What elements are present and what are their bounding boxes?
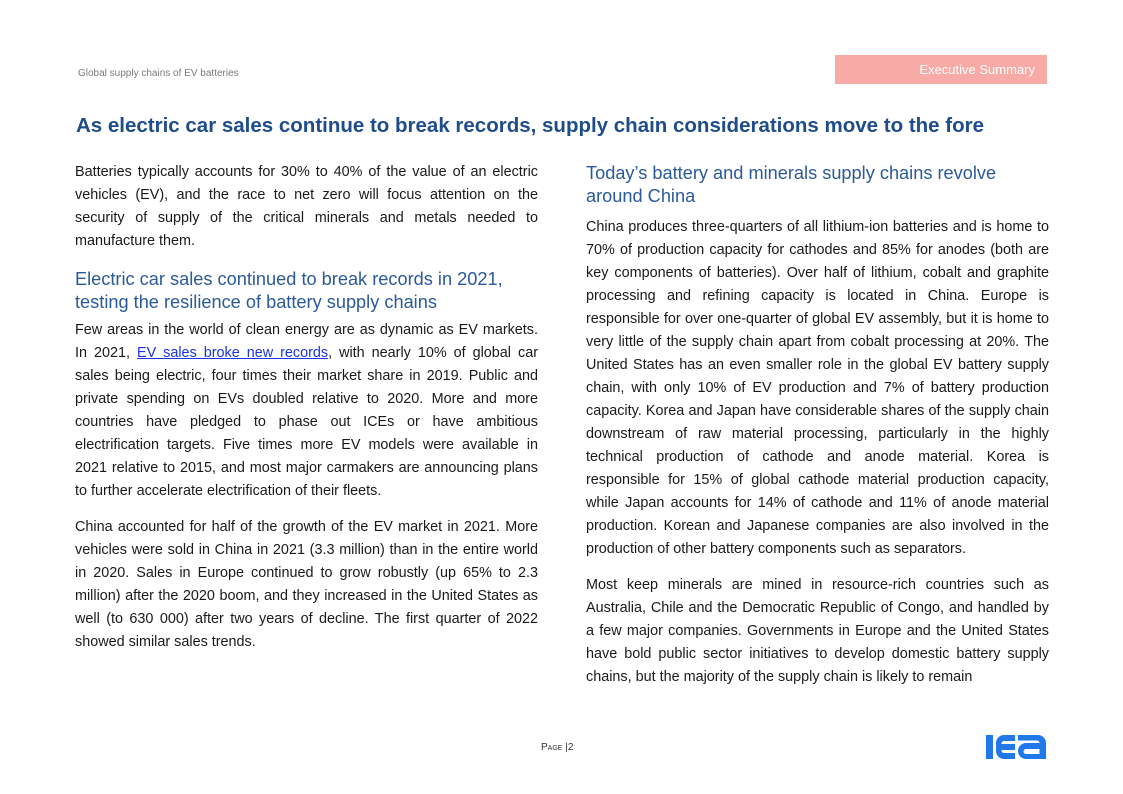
page-number-value: 2 (567, 742, 574, 753)
iea-logo-icon (985, 733, 1049, 761)
supply-chain-paragraph: China produces three-quarters of all lithium-ion batteries and is home to 70% of production capacity for cathodes and 85% for anodes (both are key components of batteries). Over half of lithium, cobalt and graphite processing and refining capacity is located in China. Europe is responsible for over one-quarter of global EV assembly, but it is home to very little of the supply chain apart from cobalt processing at 20%. The United States has an even smaller role in the global EV battery supply chain, with only 10% of EV production and 7% of battery production capacity. Korea and Japan have considerable shares of the supply chain downstream of raw material processing, particularly in the highly technical production of cathode and anode material. Korea is responsible for 15% of global cathode material production capacity, while Japan accounts for 14% of cathode and 11% of anode material production. Korean and Japanese companies are also involved in the production of other battery components such as separators. (586, 219, 1049, 557)
page-number-label: Page (541, 742, 563, 753)
intro-paragraph: Batteries typically accounts for 30% to 40% of the value of an electric vehicles (EV), and the race to net zero will focus attention on the security of supply of the critical minerals and metals needed to manufacture them. (75, 164, 538, 249)
minerals-paragraph: Most keep minerals are mined in resource-rich countries such as Australia, Chile and the Democratic Republic of Congo, and handled by a few major companies. Governments in Europe and the United States have bold public sector initiatives to develop domestic battery supply chains, but the majority of the supply chain is likely to remain (586, 577, 1049, 685)
section-tab-label: Executive Summary (919, 62, 1035, 77)
running-header-title: Global supply chains of EV batteries (78, 68, 239, 79)
page-number-separator: | (565, 742, 568, 753)
ev-markets-paragraph (75, 319, 538, 503)
right-column (586, 161, 1049, 689)
ev-markets-text-end: , with nearly 10% of global car sales being electric, four times their market share in 2019. Public and private spending on EVs doubled relative to 2020. More and more countries have pledged to phase out ICEs or have ambitious electrification targets. Five times more EV models were available in 2021 relative to 2015, and most major carmakers are announcing plans to further accelerate electrification of their fleets. (75, 345, 538, 499)
page-title: As electric car sales continue to break records, supply chain considerations move to the fore (76, 114, 984, 137)
left-section-heading: Electric car sales continued to break records in 2021, testing the resilience of battery supply chains (75, 269, 503, 312)
page-number (541, 742, 573, 753)
right-section-heading: Today’s battery and minerals supply chains revolve around China (586, 163, 997, 206)
section-tab (835, 55, 1047, 84)
left-column (75, 161, 538, 654)
china-growth-paragraph: China accounted for half of the growth of the EV market in 2021. More vehicles were sold in China in 2021 (3.3 million) than in the entire world in 2020. Sales in Europe continued to grow robustly (up 65% to 2.3 million) after the 2020 boom, and they increased in the United States as well (to 630 000) after two years of decline. The first quarter of 2022 showed similar sales trends. (75, 519, 538, 650)
ev-sales-link[interactable]: EV sales broke new records (136, 345, 329, 361)
ev-markets-text-start: Few areas in the world of clean energy are as dynamic as EV markets. In 2021, (75, 322, 538, 361)
